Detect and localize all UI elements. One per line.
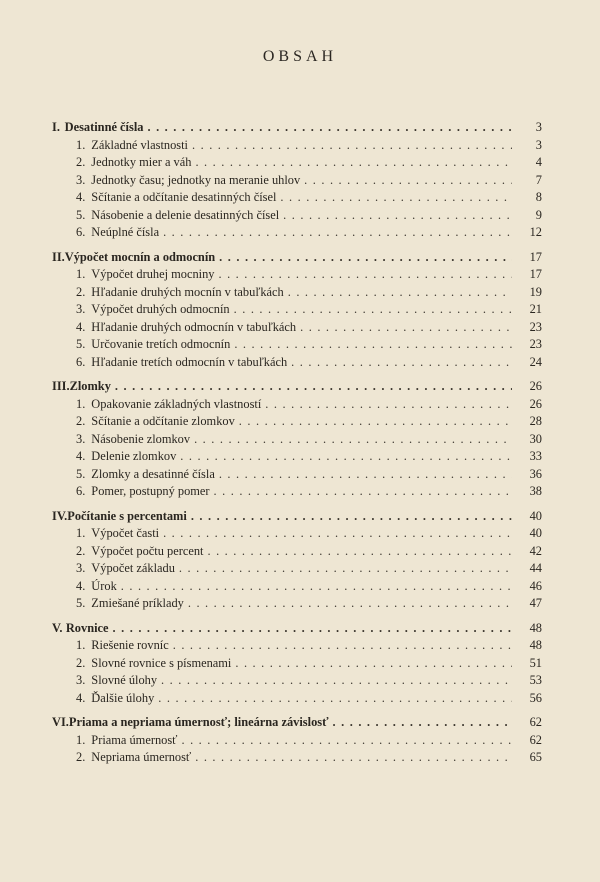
chapter-page: 62	[529, 715, 542, 729]
item-label: Slovné úlohy	[91, 673, 158, 687]
item-number: 6.	[76, 484, 86, 498]
item-label: Hľadanie tretích odmocnín v tabuľkách	[91, 354, 288, 369]
item-label: Zlomky a desatinné čísla	[91, 466, 215, 481]
item-page: 56	[529, 690, 542, 705]
item-page: 23	[529, 319, 542, 334]
leader-dots	[291, 354, 512, 372]
item-number: 3.	[76, 302, 86, 316]
toc-item-row	[52, 595, 542, 613]
item-number: 4.	[76, 319, 86, 334]
leader-dots	[333, 714, 512, 732]
toc-item-row	[52, 336, 542, 354]
leader-dots	[195, 154, 512, 172]
item-page: 8	[535, 190, 542, 204]
item-number: 3.	[76, 561, 86, 575]
toc-section	[52, 620, 542, 708]
item-number: 2.	[76, 655, 86, 670]
item-page: 62	[529, 732, 542, 747]
toc-chapter-row	[52, 508, 542, 526]
toc-item-row	[52, 137, 542, 155]
toc-item-row	[52, 354, 542, 372]
item-page: 23	[529, 337, 542, 351]
item-page: 28	[529, 414, 542, 428]
item-number: 3.	[76, 431, 86, 446]
item-label: Priama úmernosť	[91, 732, 178, 747]
leader-dots	[235, 655, 512, 673]
chapter-title: Rovnice	[65, 620, 109, 635]
leader-dots	[179, 560, 512, 578]
item-number: 2.	[76, 750, 86, 764]
item-number: 6.	[76, 354, 86, 369]
chapter-title: Výpočet mocnín a odmocnín	[64, 249, 216, 264]
chapter-page: 40	[529, 508, 542, 523]
item-page: 26	[529, 396, 542, 411]
item-label: Slovné rovnice s písmenami	[91, 655, 232, 670]
item-number: 2.	[76, 284, 86, 299]
toc-item-row	[52, 732, 542, 750]
chapter-number: III.	[52, 379, 70, 393]
item-page: 12	[529, 225, 542, 239]
chapter-title: Zlomky	[69, 379, 111, 393]
chapter-number: II.	[52, 249, 65, 264]
item-number: 2.	[76, 155, 86, 169]
item-number: 3.	[76, 673, 86, 687]
leader-dots	[234, 336, 512, 354]
item-number: 1.	[76, 267, 86, 281]
leader-dots	[218, 266, 512, 284]
toc-chapter-row	[52, 714, 542, 732]
toc-item-row	[52, 672, 542, 690]
item-page: 33	[529, 449, 542, 463]
toc-item-row	[52, 749, 542, 767]
toc-item-row	[52, 578, 542, 596]
item-number: 2.	[76, 414, 86, 428]
item-page: 4	[535, 155, 542, 169]
leader-dots	[288, 284, 512, 302]
leader-dots	[219, 466, 512, 484]
chapter-title: Počítanie s percentami	[67, 508, 187, 523]
leader-dots	[158, 690, 512, 708]
item-label: Hľadanie druhých odmocnín v tabuľkách	[91, 319, 297, 334]
leader-dots	[265, 396, 512, 414]
item-label: Delenie zlomkov	[91, 449, 177, 463]
item-number: 4.	[76, 449, 86, 463]
leader-dots	[115, 378, 512, 396]
item-number: 6.	[76, 225, 86, 239]
toc-item-row	[52, 224, 542, 242]
leader-dots	[214, 483, 512, 501]
leader-dots	[163, 224, 512, 242]
item-label: Jednotky času; jednotky na meranie uhlov	[91, 172, 301, 187]
chapter-title: Priama a nepriama úmernosť; lineárna závislosť	[68, 715, 329, 729]
leader-dots	[163, 525, 512, 543]
toc-item-row	[52, 301, 542, 319]
item-page: 40	[529, 526, 542, 540]
toc-item-row	[52, 319, 542, 337]
item-number: 5.	[76, 337, 86, 351]
toc-item-row	[52, 690, 542, 708]
leader-dots	[207, 543, 512, 561]
item-page: 17	[529, 267, 542, 281]
toc-section	[52, 249, 542, 372]
item-number: 1.	[76, 732, 86, 747]
item-label: Výpočet základu	[91, 561, 175, 575]
item-label: Sčítanie a odčítanie desatinných čísel	[91, 190, 277, 204]
leader-dots	[304, 172, 512, 190]
item-number: 1.	[76, 526, 86, 540]
item-number: 5.	[76, 596, 86, 610]
item-number: 4.	[76, 690, 86, 705]
item-number: 5.	[76, 207, 86, 222]
leader-dots	[188, 595, 512, 613]
item-number: 1.	[76, 638, 86, 652]
item-page: 3	[535, 137, 542, 152]
toc-item-row	[52, 189, 542, 207]
item-label: Násobenie zlomkov	[91, 431, 191, 446]
toc-item-row	[52, 560, 542, 578]
item-label: Určovanie tretích odmocnín	[91, 337, 231, 351]
leader-dots	[239, 413, 512, 431]
toc-item-row	[52, 396, 542, 414]
toc-item-row	[52, 637, 542, 655]
chapter-page: 26	[529, 379, 542, 393]
toc-item-row	[52, 154, 542, 172]
leader-dots	[280, 189, 512, 207]
item-label: Neúplné čísla	[91, 225, 160, 239]
chapter-number: I.	[52, 120, 60, 134]
item-number: 1.	[76, 137, 86, 152]
leader-dots	[181, 732, 512, 750]
toc-item-row	[52, 543, 542, 561]
item-page: 42	[529, 543, 542, 558]
toc-item-row	[52, 413, 542, 431]
toc-section	[52, 119, 542, 242]
leader-dots	[191, 508, 512, 526]
leader-dots	[219, 249, 512, 267]
item-label: Opakovanie základných vlastností	[91, 396, 262, 411]
toc-item-row	[52, 466, 542, 484]
item-page: 9	[535, 207, 542, 222]
item-label: Výpočet počtu percent	[91, 543, 204, 558]
toc-item-row	[52, 172, 542, 190]
item-page: 51	[529, 655, 542, 670]
item-label: Ďalšie úlohy	[91, 690, 155, 705]
chapter-page: 48	[529, 620, 542, 635]
leader-dots	[147, 119, 512, 137]
item-label: Hľadanie druhých mocnín v tabuľkách	[91, 284, 284, 299]
item-page: 47	[529, 596, 542, 610]
item-number: 4.	[76, 578, 86, 593]
leader-dots	[161, 672, 512, 690]
item-label: Zmiešané príklady	[91, 596, 184, 610]
chapter-number: V.	[52, 620, 63, 635]
chapter-page: 17	[529, 249, 542, 264]
leader-dots	[173, 637, 512, 655]
page-title: OBSAH	[262, 48, 338, 65]
item-page: 36	[529, 466, 542, 481]
toc-chapter-row	[52, 119, 542, 137]
leader-dots	[300, 319, 512, 337]
item-label: Nepriama úmernosť	[91, 750, 192, 764]
toc-chapter-row	[52, 620, 542, 638]
chapter-number: IV.	[52, 508, 68, 523]
item-label: Výpočet druhej mocniny	[91, 267, 215, 281]
item-number: 2.	[76, 543, 86, 558]
toc-item-row	[52, 448, 542, 466]
item-page: 19	[529, 284, 542, 299]
item-label: Výpočet časti	[91, 526, 160, 540]
toc-item-row	[52, 655, 542, 673]
item-number: 1.	[76, 396, 86, 411]
item-number: 3.	[76, 172, 86, 187]
item-label: Pomer, postupný pomer	[91, 484, 210, 498]
item-label: Riešenie rovníc	[91, 638, 169, 652]
leader-dots	[234, 301, 512, 319]
table-of-contents	[52, 119, 542, 774]
item-page: 7	[535, 172, 542, 187]
item-page: 24	[529, 354, 542, 369]
leader-dots	[195, 749, 512, 767]
item-label: Násobenie a delenie desatinných čísel	[91, 207, 280, 222]
item-label: Výpočet druhých odmocnín	[91, 302, 230, 316]
item-label: Sčítanie a odčítanie zlomkov	[91, 414, 235, 428]
item-page: 46	[529, 578, 542, 593]
toc-item-row	[52, 431, 542, 449]
item-page: 53	[529, 673, 542, 687]
toc-item-row	[52, 525, 542, 543]
leader-dots	[192, 137, 512, 155]
toc-item-row	[52, 284, 542, 302]
item-label: Úrok	[91, 578, 117, 593]
chapter-page: 3	[535, 120, 542, 134]
leader-dots	[113, 620, 512, 638]
chapter-number: VI.	[52, 715, 69, 729]
item-page: 65	[529, 750, 542, 764]
toc-section	[52, 714, 542, 767]
item-label: Jednotky mier a váh	[91, 155, 192, 169]
toc-item-row	[52, 483, 542, 501]
leader-dots	[180, 448, 512, 466]
item-page: 21	[529, 302, 542, 316]
leader-dots	[283, 207, 512, 225]
item-page: 30	[529, 431, 542, 446]
toc-chapter-row	[52, 378, 542, 396]
toc-section	[52, 508, 542, 613]
chapter-title: Desatinné čísla	[64, 120, 144, 134]
leader-dots	[121, 578, 512, 596]
toc-chapter-row	[52, 249, 542, 267]
item-page: 38	[529, 484, 542, 498]
item-page: 44	[529, 561, 542, 575]
toc-section	[52, 378, 542, 501]
item-label: Základné vlastnosti	[91, 137, 188, 152]
toc-item-row	[52, 266, 542, 284]
item-page: 48	[529, 638, 542, 652]
item-number: 5.	[76, 466, 86, 481]
item-number: 4.	[76, 190, 86, 204]
toc-item-row	[52, 207, 542, 225]
leader-dots	[194, 431, 512, 449]
